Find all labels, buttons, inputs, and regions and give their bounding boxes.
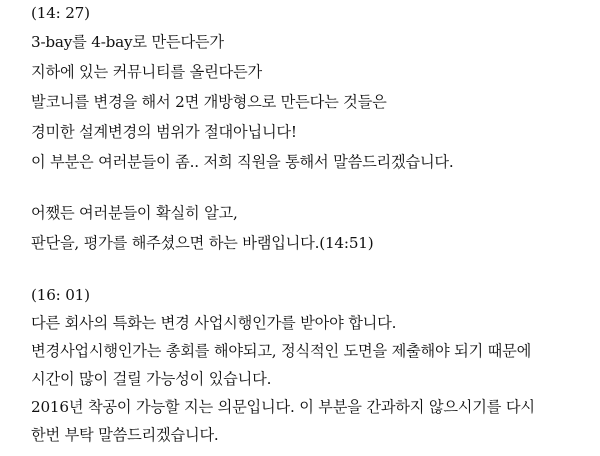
section1-line-3: 발코니를 변경을 해서 2면 개방형으로 만든다는 것들은 xyxy=(31,93,387,111)
section2-line-4: 2016년 착공이 가능할 지는 의문입니다. 이 부분을 간과하지 않으시기를 다시 xyxy=(31,398,535,416)
section2-line-3: 시간이 많이 걸릴 가능성이 있습니다. xyxy=(31,370,272,388)
section1-line-1: 3-bay를 4-bay로 만든다든가 xyxy=(31,33,224,51)
section2-line-2: 변경사업시행인가는 총회를 해야되고, 정식적인 도면을 제출해야 되기 때문에 xyxy=(31,342,532,360)
section1-line-2: 지하에 있는 커뮤니티를 올린다든가 xyxy=(31,63,262,81)
section2-line-1: 다른 회사의 특화는 변경 사업시행인가를 받아야 합니다. xyxy=(31,314,397,332)
section1-line-4: 경미한 설계변경의 범위가 절대아닙니다! xyxy=(31,123,297,141)
section2-line-5: 한번 부탁 말씀드리겠습니다. xyxy=(31,426,219,444)
section1-line-6: 어쨌든 여러분들이 확실히 알고, xyxy=(31,204,238,222)
section1-line-5: 이 부분은 여러분들이 좀.. 저희 직원을 통해서 말씀드리겠습니다. xyxy=(31,153,454,171)
section1-line-7: 판단을, 평가를 해주셨으면 하는 바램입니다.(14:51) xyxy=(31,234,374,252)
section1-timestamp: (14: 27) xyxy=(31,4,90,22)
section2-timestamp: (16: 01) xyxy=(31,286,90,304)
